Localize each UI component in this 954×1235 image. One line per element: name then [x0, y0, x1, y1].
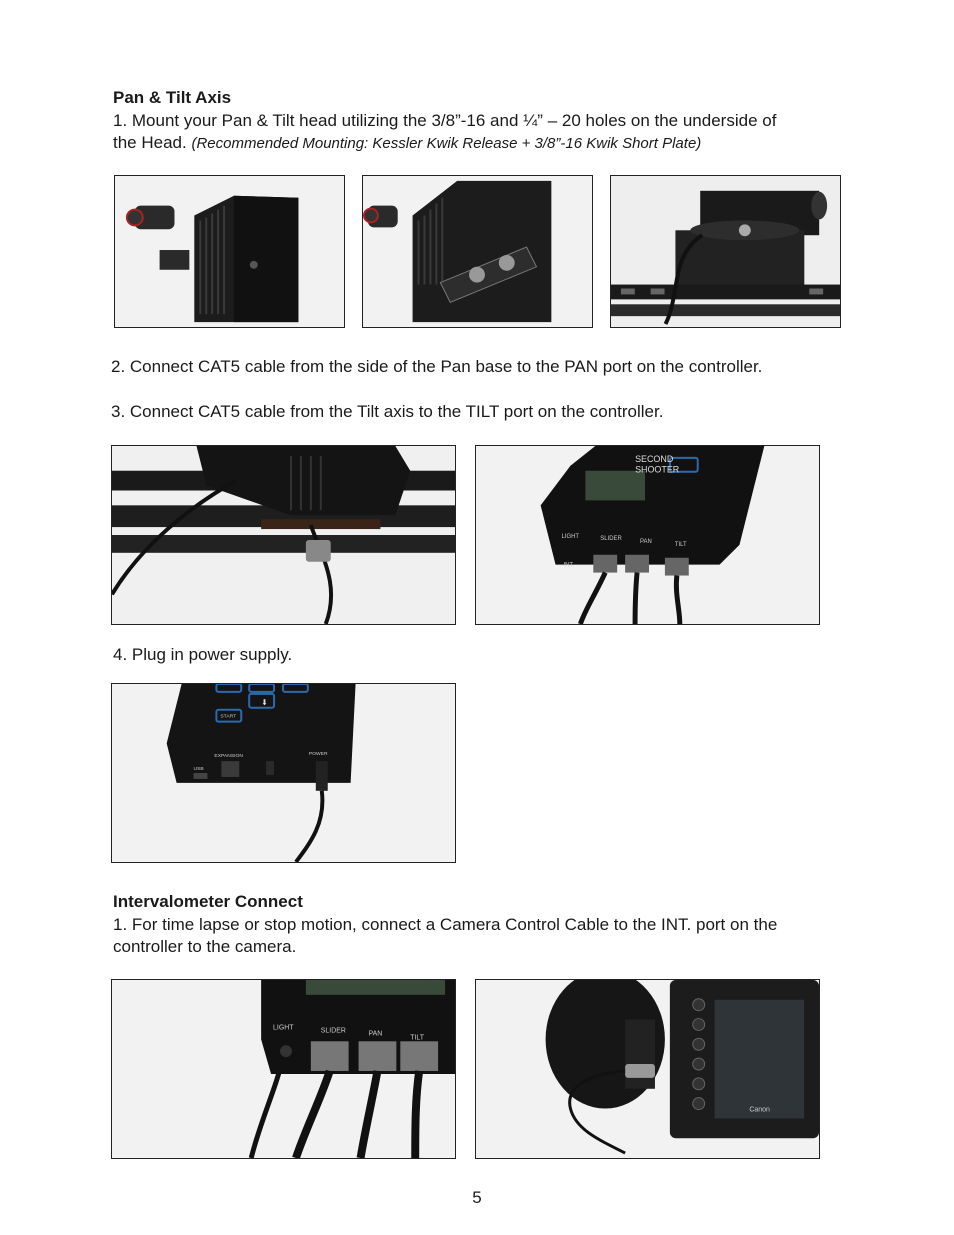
- page-number: 5: [472, 1188, 482, 1207]
- photo-camera-connection: [475, 979, 820, 1159]
- port-label-pan: PAN: [368, 1030, 383, 1038]
- step-text-line2: [113, 132, 701, 155]
- step-text: 1. Mount your Pan & Tilt head utilizing the 3/8”-16 and ¼” – 20 holes on the underside of: [113, 111, 777, 130]
- camera-brand: Canon: [749, 1106, 770, 1114]
- port-label-tilt: TILT: [674, 541, 687, 548]
- step-text: 3. Connect CAT5 cable from the Tilt axis to the TILT port on the controller.: [111, 402, 664, 421]
- port-label-tilt: TILT: [410, 1034, 425, 1042]
- section-heading-intervalometer: Intervalometer Connect: [113, 892, 303, 911]
- step-text: controller to the camera.: [113, 937, 297, 956]
- step-text-fragment: the Head.: [113, 133, 187, 152]
- port-label-light: LIGHT: [561, 533, 580, 540]
- step-text: 4. Plug in power supply.: [113, 645, 293, 664]
- photo-pan-head-plate: [362, 175, 593, 328]
- port-label-pan: PAN: [640, 538, 652, 545]
- photo-cat5-pan-base: [111, 445, 456, 625]
- photo-controller-int-port: [111, 979, 456, 1159]
- port-label-slider: SLIDER: [320, 1027, 346, 1035]
- mounting-note: (Recommended Mounting: Kessler Kwik Release + 3/8”-16 Kwik Short Plate): [191, 135, 702, 152]
- step-text: 1. For time lapse or stop motion, connect a Camera Control Cable to the INT. port on the: [113, 915, 778, 934]
- photo-controller-ports: [475, 445, 820, 625]
- controller-brand: SHOOTER: [635, 464, 680, 475]
- section-heading-pan-tilt: Pan & Tilt Axis: [113, 88, 232, 107]
- port-label-usb: USB: [193, 767, 204, 773]
- port-label-light: LIGHT: [273, 1024, 294, 1032]
- port-label-slider: SLIDER: [600, 535, 622, 542]
- down-arrow-icon: ⬇: [261, 697, 268, 707]
- photo-pan-head-mounted: [610, 175, 841, 328]
- photo-pan-head-side: [114, 175, 345, 328]
- photo-power-supply: [111, 683, 456, 863]
- port-label-expansion: EXPANSION: [214, 754, 243, 760]
- controller-brand: SECOND: [635, 453, 674, 464]
- port-label-power: POWER: [308, 752, 328, 758]
- port-label-int: INT.: [563, 562, 575, 569]
- start-label: START: [220, 714, 237, 720]
- step-text: 2. Connect CAT5 cable from the side of the Pan base to the PAN port on the controller.: [111, 357, 763, 376]
